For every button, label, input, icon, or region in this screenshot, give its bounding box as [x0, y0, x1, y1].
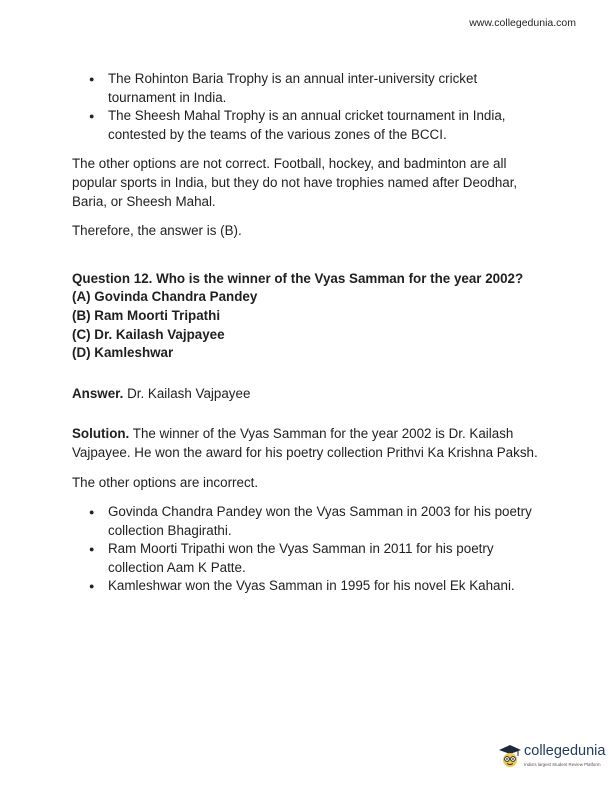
list-item: ● The Rohinton Baria Trophy is an annual inter-university cricket tournament in India.	[72, 70, 542, 107]
header-url: www.collegedunia.com	[469, 17, 576, 29]
logo-tagline: India's largest Student Review Platform	[524, 762, 601, 767]
solution-paragraph	[72, 425, 542, 462]
paragraph-other-options: The other options are not correct. Football, hockey, and badminton are all popular sports in India, but they do not have trophies named after Deodhar, Baria, or Sheesh Mahal.	[72, 156, 518, 209]
bullet-list-top	[72, 70, 542, 144]
question-option: (B) Ram Moorti Tripathi	[72, 307, 221, 323]
answer-line	[72, 385, 542, 404]
solution-text: The winner of the Vyas Samman for the year 2002 is Dr. Kailash Vajpayee. He won the award for his poetry collection Prithvi Ka Krishna Paksh.	[72, 426, 538, 460]
collegedunia-logo	[498, 742, 606, 774]
question-title: Question 12. Who is the winner of the Vyas Samman for the year 2002?	[72, 270, 524, 286]
question-option: (C) Dr. Kailash Vajpayee	[72, 326, 225, 342]
paragraph-incorrect: The other options are incorrect.	[72, 474, 259, 490]
list-item: ● Ram Moorti Tripathi won the Vyas Samman in 2011 for his poetry collection Aam K Patte.	[72, 540, 542, 577]
solution-label: Solution.	[72, 426, 130, 442]
graduate-mascot-icon	[498, 744, 522, 770]
list-item: ● The Sheesh Mahal Trophy is an annual cricket tournament in India, contested by the teams of the various zones of the BCCI.	[72, 107, 542, 144]
answer-text: Dr. Kailash Vajpayee	[123, 385, 251, 401]
list-item: ● Kamleshwar won the Vyas Samman in 1995 for his novel Ek Kahani.	[72, 577, 542, 596]
answer-label: Answer.	[72, 385, 124, 401]
page-content	[72, 70, 542, 596]
question-option: (A) Govinda Chandra Pandey	[72, 289, 258, 305]
logo-brand-text: collegedunia	[524, 743, 606, 759]
list-item: ● Govinda Chandra Pandey won the Vyas Samman in 2003 for his poetry collection Bhagirathi.	[72, 503, 542, 540]
paragraph-therefore: Therefore, the answer is (B).	[72, 223, 242, 239]
bullet-list-bottom	[72, 503, 542, 596]
question-option: (D) Kamleshwar	[72, 345, 174, 361]
